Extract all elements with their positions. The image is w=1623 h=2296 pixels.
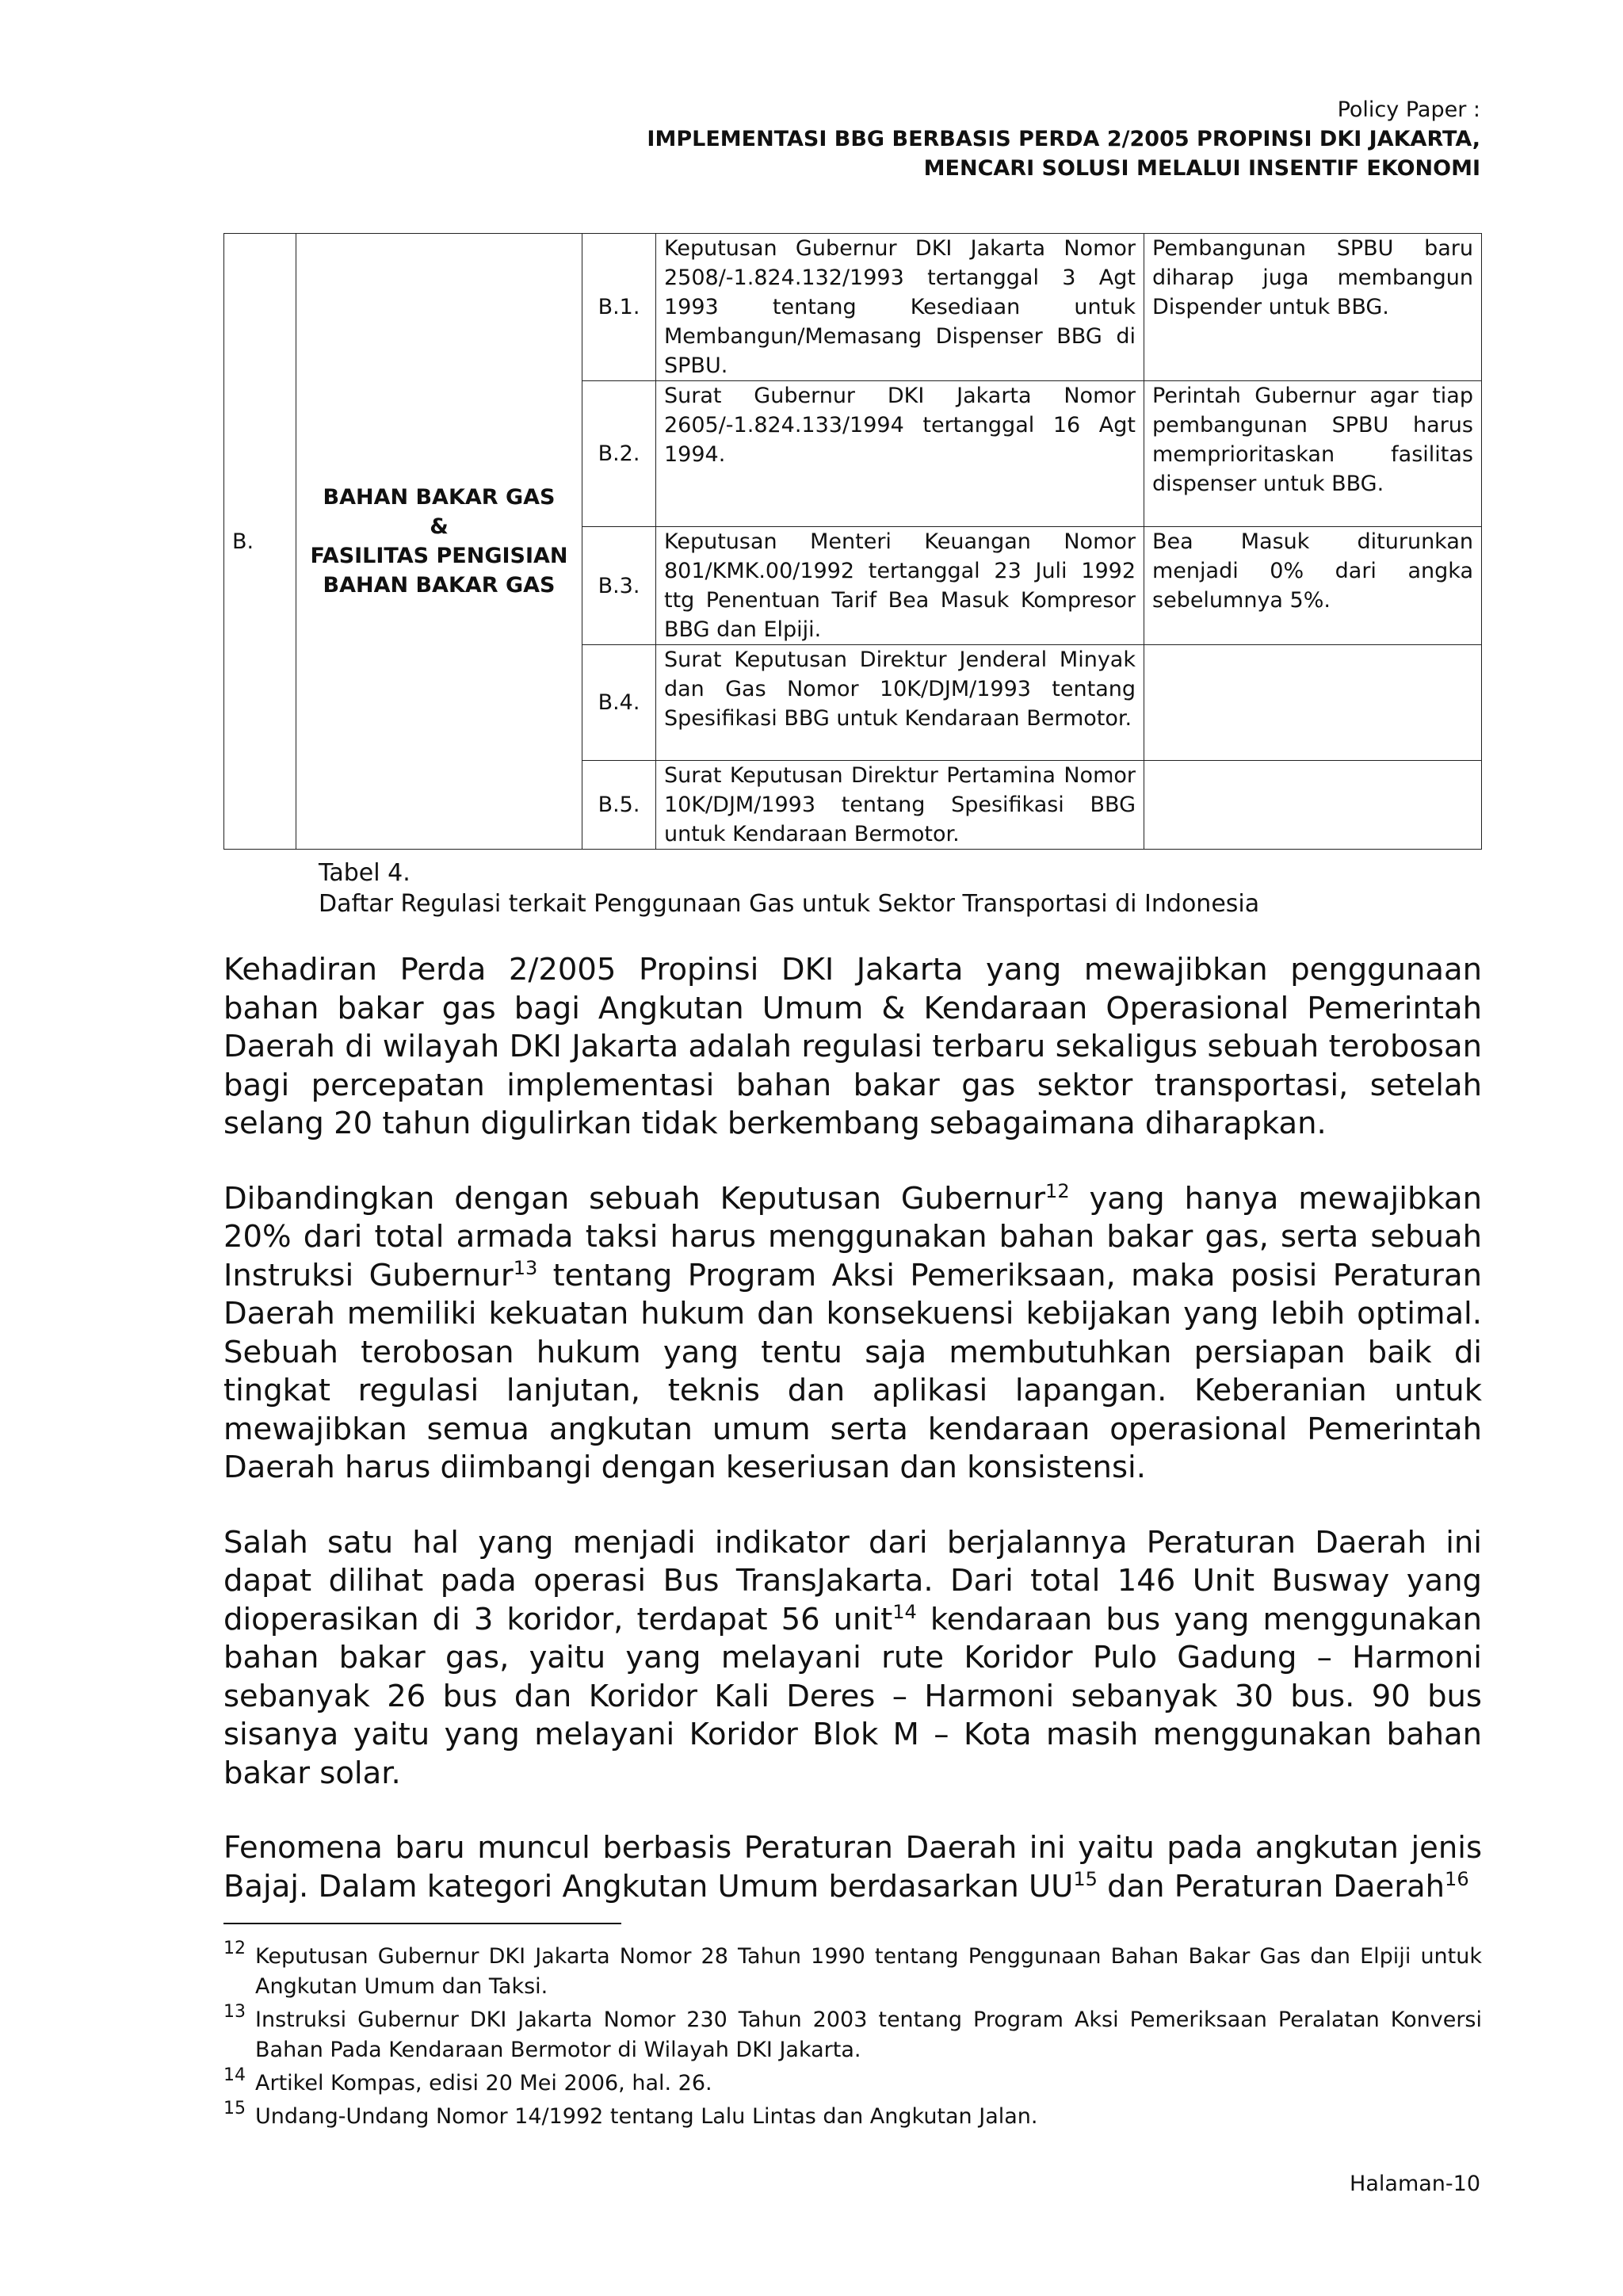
category-line: FASILITAS PENGISIAN: [310, 544, 568, 568]
category-line: BAHAN BAKAR GAS: [323, 573, 556, 598]
header-line-1: Policy Paper :: [1337, 97, 1480, 122]
text-run: kendaraan bus yang menggunakan bahan bakar gas, yaitu yang melayani rute Koridor Pulo Gadung – Harmoni sebanyak 26 bus dan Koridor Kali Deres – Harmoni sebanyak 30 bus. 90 bus sisanya yaitu yang melayani Koridor Blok M – Kota masih menggunakan bahan bakar solar.: [223, 1601, 1482, 1791]
category-line: &: [430, 514, 449, 539]
footnote-number: 13: [223, 2002, 246, 2022]
page-number: Halaman-10: [1350, 2172, 1480, 2196]
regulation-table: [223, 233, 1482, 850]
caption-title: Daftar Regulasi terkait Penggunaan Gas untuk Sektor Transportasi di Indonesia: [319, 890, 1260, 918]
note-cell: Bea Masuk diturunkan menjadi 0% dari angka sebelumnya 5%.: [1144, 527, 1482, 645]
text-run: yang hanya mewajibkan 20% dari total armada taksi harus menggunakan bahan bakar gas, serta sebuah Instruksi Gubernur: [223, 1180, 1482, 1293]
footnote-ref[interactable]: 15: [1073, 1867, 1098, 1890]
footnote-number: 14: [223, 2065, 246, 2085]
note-cell: Pembangunan SPBU baru diharap juga membangun Dispender untuk BBG.: [1144, 234, 1482, 381]
code-cell: B.2.: [582, 381, 656, 527]
text-run: Salah satu hal yang menjadi indikator dari berjalannya Peraturan Daerah ini dapat dilihat pada operasi Bus TransJakarta. Dari total 146 Unit Busway yang dioperasikan di 3 koridor, terdapat 56 unit: [223, 1524, 1482, 1637]
footnotes: [223, 1939, 1482, 2135]
footnote-text: Undang-Undang Nomor 14/1992 tentang Lalu Lintas dan Angkutan Jalan.: [255, 2104, 1038, 2129]
code-cell: B.1.: [582, 234, 656, 381]
paragraph-4: [223, 1829, 1482, 1906]
footnote: [223, 2065, 1482, 2099]
note-cell: [1144, 761, 1482, 850]
page-header: [647, 95, 1480, 183]
table-row: [224, 234, 1482, 381]
desc-cell: Surat Gubernur DKI Jakarta Nomor 2605/-1.824.133/1994 tertanggal 16 Agt 1994.: [656, 381, 1144, 527]
code-cell: B.4.: [582, 645, 656, 761]
text-run: Dibandingkan dengan sebuah Keputusan Gubernur: [223, 1180, 1046, 1217]
note-cell: Perintah Gubernur agar tiap pembangunan SPBU harus memprioritaskan fasilitas dispenser untuk BBG.: [1144, 381, 1482, 527]
category-cell: [296, 234, 582, 850]
desc-cell: Keputusan Gubernur DKI Jakarta Nomor 2508/-1.824.132/1993 tertanggal 3 Agt 1993 tentang Kesediaan untuk Membangun/Memasang Dispenser BBG di SPBU.: [656, 234, 1144, 381]
footnote-divider: [223, 1923, 621, 1924]
header-line-3: MENCARI SOLUSI MELALUI INSENTIF EKONOMI: [923, 156, 1480, 181]
code-cell: B.5.: [582, 761, 656, 850]
text-run: tentang Program Aksi Pemeriksaan, maka posisi Peraturan Daerah memiliki kekuatan hukum dan konsekuensi kebijakan yang lebih optimal. Sebuah terobosan hukum yang tentu saja membutuhkan persiapan baik di tingkat regulasi lanjutan, teknis dan aplikasi lapangan. Keberanian untuk mewajibkan semua angkutan umum serta kendaraan operasional Pemerintah Daerah harus diimbangi dengan keseriusan dan konsistensi.: [223, 1257, 1482, 1485]
code-cell: B.3.: [582, 527, 656, 645]
paragraph-1: Kehadiran Perda 2/2005 Propinsi DKI Jakarta yang mewajibkan penggunaan bahan bakar gas bagi Angkutan Umum & Kendaraan Operasional Pemerintah Daerah di wilayah DKI Jakarta adalah regulasi terbaru sekaligus sebuah terobosan bagi percepatan implementasi bahan bakar gas sektor transportasi, setelah selang 20 tahun digulirkan tidak berkembang sebagaimana diharapkan.: [223, 952, 1482, 1141]
text-run: Fenomena baru muncul berbasis Peraturan Daerah ini yaitu pada angkutan jenis Bajaj. Dalam kategori Angkutan Umum berdasarkan UU: [223, 1830, 1482, 1904]
text-run: dan Peraturan Daerah: [1097, 1868, 1445, 1904]
desc-cell: Surat Keputusan Direktur Jenderal Minyak dan Gas Nomor 10K/DJM/1993 tentang Spesifikasi BBG untuk Kendaraan Bermotor.: [656, 645, 1144, 761]
footnote-text: Artikel Kompas, edisi 20 Mei 2006, hal. 26.: [255, 2071, 712, 2095]
paragraph-2: [223, 1180, 1482, 1488]
paragraph-3: [223, 1524, 1482, 1794]
footnote-ref[interactable]: 14: [892, 1600, 917, 1623]
footnote: [223, 2002, 1482, 2065]
footnote: [223, 2099, 1482, 2132]
caption-label: Tabel 4.: [319, 859, 411, 887]
table-caption: [319, 858, 1259, 919]
footnote-number: 12: [223, 1939, 246, 1958]
section-cell: B.: [224, 234, 296, 850]
desc-cell: Keputusan Menteri Keuangan Nomor 801/KMK.00/1992 tertanggal 23 Juli 1992 ttg Penentuan Tarif Bea Masuk Kompresor BBG dan Elpiji.: [656, 527, 1144, 645]
category-line: BAHAN BAKAR GAS: [323, 485, 556, 510]
footnote-text: Instruksi Gubernur DKI Jakarta Nomor 230 Tahun 2003 tentang Program Aksi Pemeriksaan Peralatan Konversi Bahan Pada Kendaraan Bermotor di Wilayah DKI Jakarta.: [255, 2008, 1482, 2062]
header-line-2: IMPLEMENTASI BBG BERBASIS PERDA 2/2005 PROPINSI DKI JAKARTA,: [647, 127, 1480, 151]
desc-cell: Surat Keputusan Direktur Pertamina Nomor 10K/DJM/1993 tentang Spesifikasi BBG untuk Kendaraan Bermotor.: [656, 761, 1144, 850]
footnote-ref[interactable]: 12: [1045, 1179, 1070, 1202]
footnote-number: 15: [223, 2099, 246, 2118]
body-text: [223, 951, 1482, 1943]
footnote-ref[interactable]: 16: [1445, 1867, 1469, 1890]
note-cell: [1144, 645, 1482, 761]
footnote-text: Keputusan Gubernur DKI Jakarta Nomor 28 Tahun 1990 tentang Penggunaan Bahan Bakar Gas dan Elpiji untuk Angkutan Umum dan Taksi.: [255, 1944, 1482, 1999]
footnote: [223, 1939, 1482, 2002]
footnote-ref[interactable]: 13: [513, 1256, 538, 1279]
